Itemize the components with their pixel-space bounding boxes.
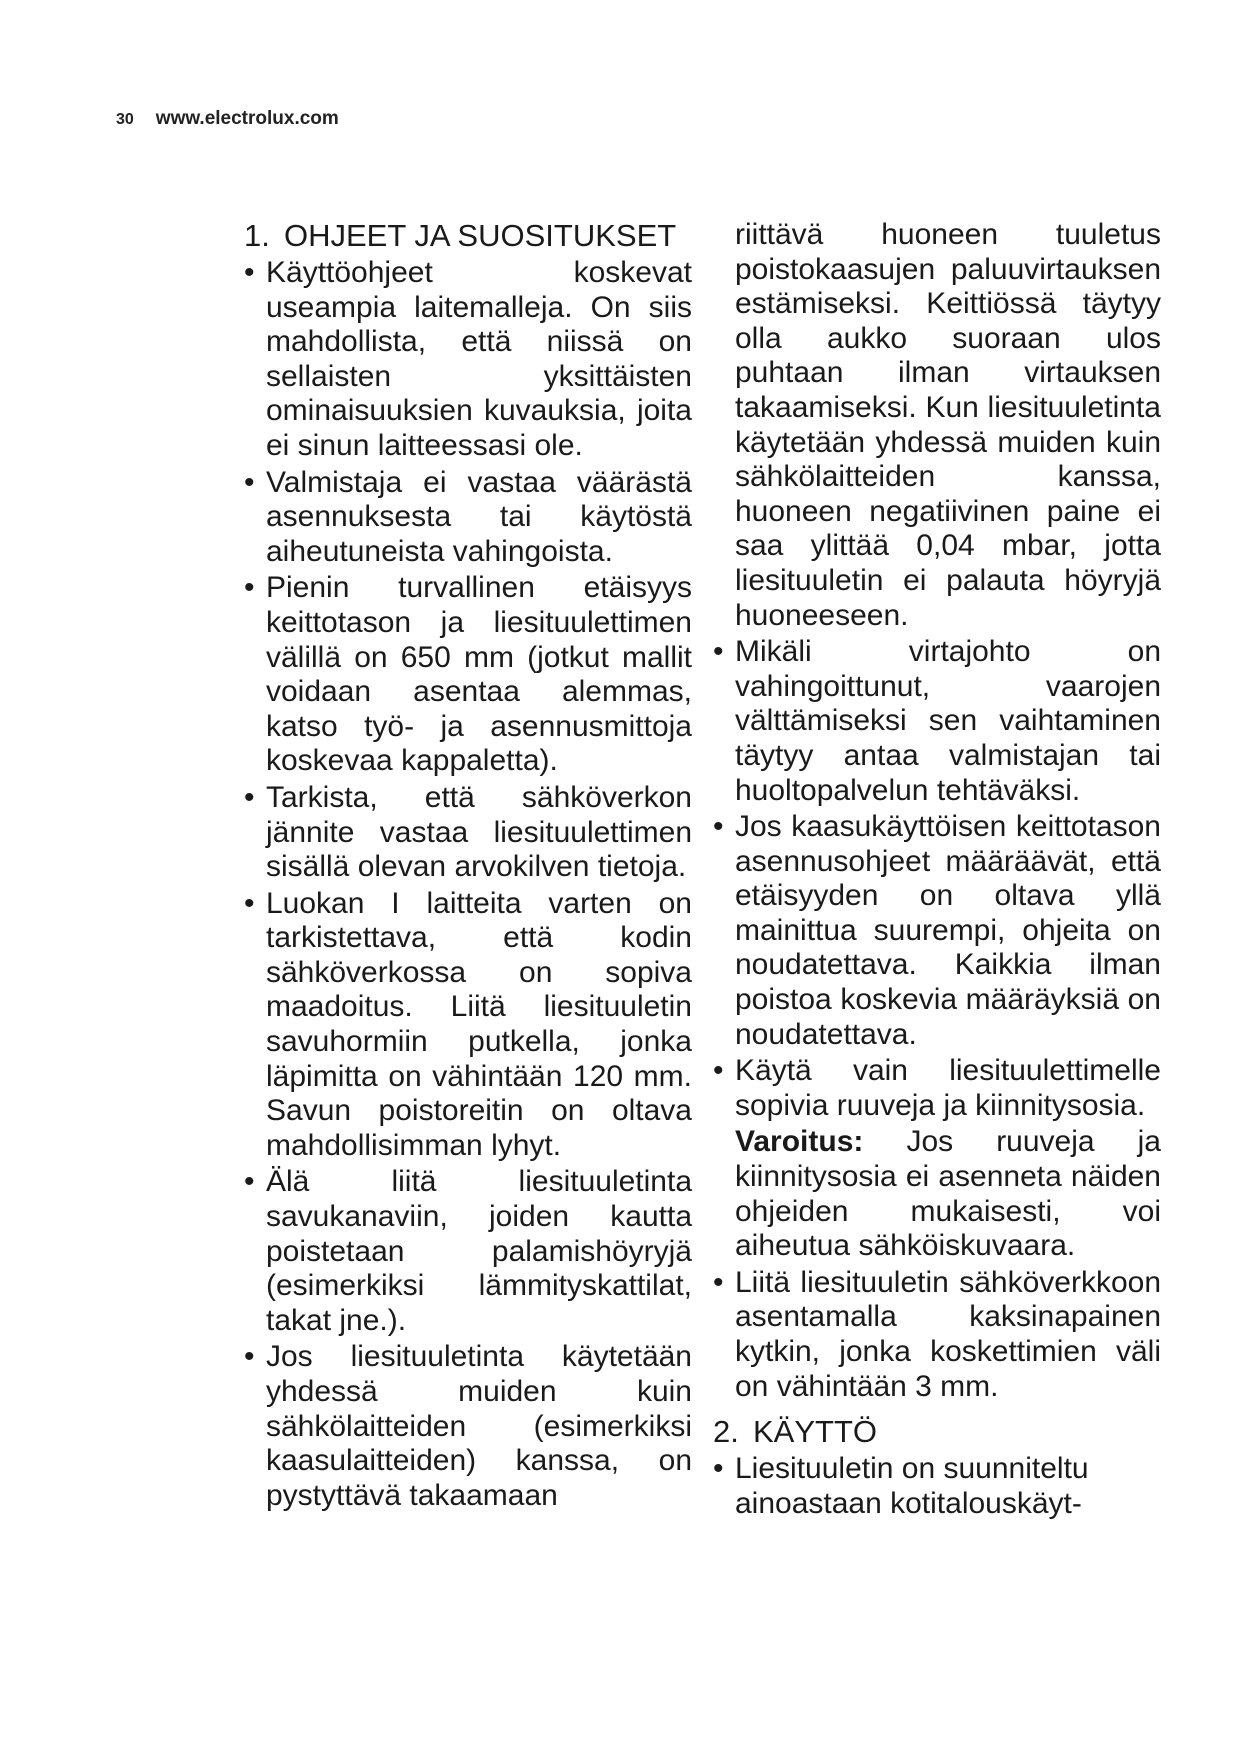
list-item: • Pienin turvallinen etäisyys keittotason ja liesituulettimen välillä on 650 mm (jotkut mallit voidaan asentaa alemmas, katso työ- ja asennusmittoja koskevaa kappaletta). bbox=[244, 571, 692, 779]
section-heading-2 bbox=[713, 1414, 1161, 1450]
continued-paragraph: riittävä huoneen tuuletus poistokaasujen paluuvirtauksen estämiseksi. Keittiössä täytyy olla aukko suoraan ulos puhtaan ilman virtauksen takaamiseksi. Kun liesituuletinta käytetään yhdessä muiden kuin sähkölaitteiden kanssa, huoneen negatiivinen paine ei saa ylittää 0,04 mbar, jotta liesituuletin ei palauta höyryjä huoneeseen. bbox=[735, 218, 1161, 632]
list-item: • Älä liitä liesituuletinta savukanaviin, joiden kautta poistetaan palamishöyryjä (esimerkiksi lämmityskattilat, takat jne.). bbox=[244, 1165, 692, 1338]
list-item: • Liitä liesituuletin sähköverkkoon asentamalla kaksinapainen kytkin, jonka koskettimien väli on vähintään 3 mm. bbox=[713, 1266, 1161, 1404]
list-item: • Luokan I laitteita varten on tarkistettava, että kodin sähköverkossa on sopiva maadoitus. Liitä liesituuletin savuhormiin putkella, jonka läpimitta on vähintään 120 mm. Savun poistoreitin on oltava mahdollisimman lyhyt. bbox=[244, 887, 692, 1164]
section-heading-1 bbox=[244, 218, 692, 254]
right-column bbox=[713, 218, 1161, 1523]
bullet-list bbox=[713, 1452, 1161, 1521]
list-item: • Käyttöohjeet koskevat useampia laitemalleja. On siis mahdollista, että niissä on sellaisten yksittäisten ominaisuuksien kuvauksia, joita ei sinun laitteessasi ole. bbox=[244, 256, 692, 464]
website-url: www.electrolux.com bbox=[155, 108, 339, 129]
warning-note bbox=[735, 1125, 1161, 1263]
list-item: • Mikäli virtajohto on vahingoittunut, vaarojen välttämiseksi sen vaihtaminen täytyy antaa valmistajan tai huoltopalvelun tehtäväksi. bbox=[713, 635, 1161, 808]
list-item: • Liesituuletin on suunniteltu ainoastaan kotitalouskäyt- bbox=[713, 1452, 1161, 1521]
section-title: OHJEET JA SUOSITUKSET bbox=[284, 218, 677, 253]
warning-label: Varoitus: bbox=[735, 1125, 864, 1159]
list-item: • Tarkista, että sähköverkon jännite vastaa liesituulettimen sisällä olevan arvokilven tietoja. bbox=[244, 781, 692, 885]
warning-text: Jos ruuveja ja kiinnitysosia ei asenneta näiden ohjeiden mukaisesti, voi aiheutua sähköiskuvaara. bbox=[735, 1125, 1161, 1263]
list-item: • Jos liesituuletinta käytetään yhdessä muiden kuin sähkölaitteiden (esimerkiksi kaasulaitteiden) kanssa, on pystyttävä takaamaan bbox=[244, 1340, 692, 1513]
list-item: • Käytä vain liesituulettimelle sopivia ruuveja ja kiinnitysosia. bbox=[713, 1054, 1161, 1123]
section-number: 2. bbox=[713, 1414, 739, 1450]
page-number: 30 bbox=[116, 111, 134, 128]
bullet-list bbox=[713, 635, 1161, 1123]
bullet-list bbox=[713, 1266, 1161, 1404]
section-title: KÄYTTÖ bbox=[753, 1414, 878, 1450]
list-item: • Valmistaja ei vastaa väärästä asennuksesta tai käytöstä aiheutuneista vahingoista. bbox=[244, 466, 692, 570]
page-header bbox=[116, 108, 339, 130]
list-item: • Jos kaasukäyttöisen keittotason asennusohjeet määräävät, että etäisyyden on oltava yllä mainittua suurempi, ohjeita on noudatettava. Kaikkia ilman poistoa koskevia määräyksiä on noudatettava. bbox=[713, 810, 1161, 1052]
left-column bbox=[244, 218, 692, 1515]
section-number: 1. bbox=[244, 218, 270, 253]
bullet-list bbox=[244, 256, 692, 1513]
